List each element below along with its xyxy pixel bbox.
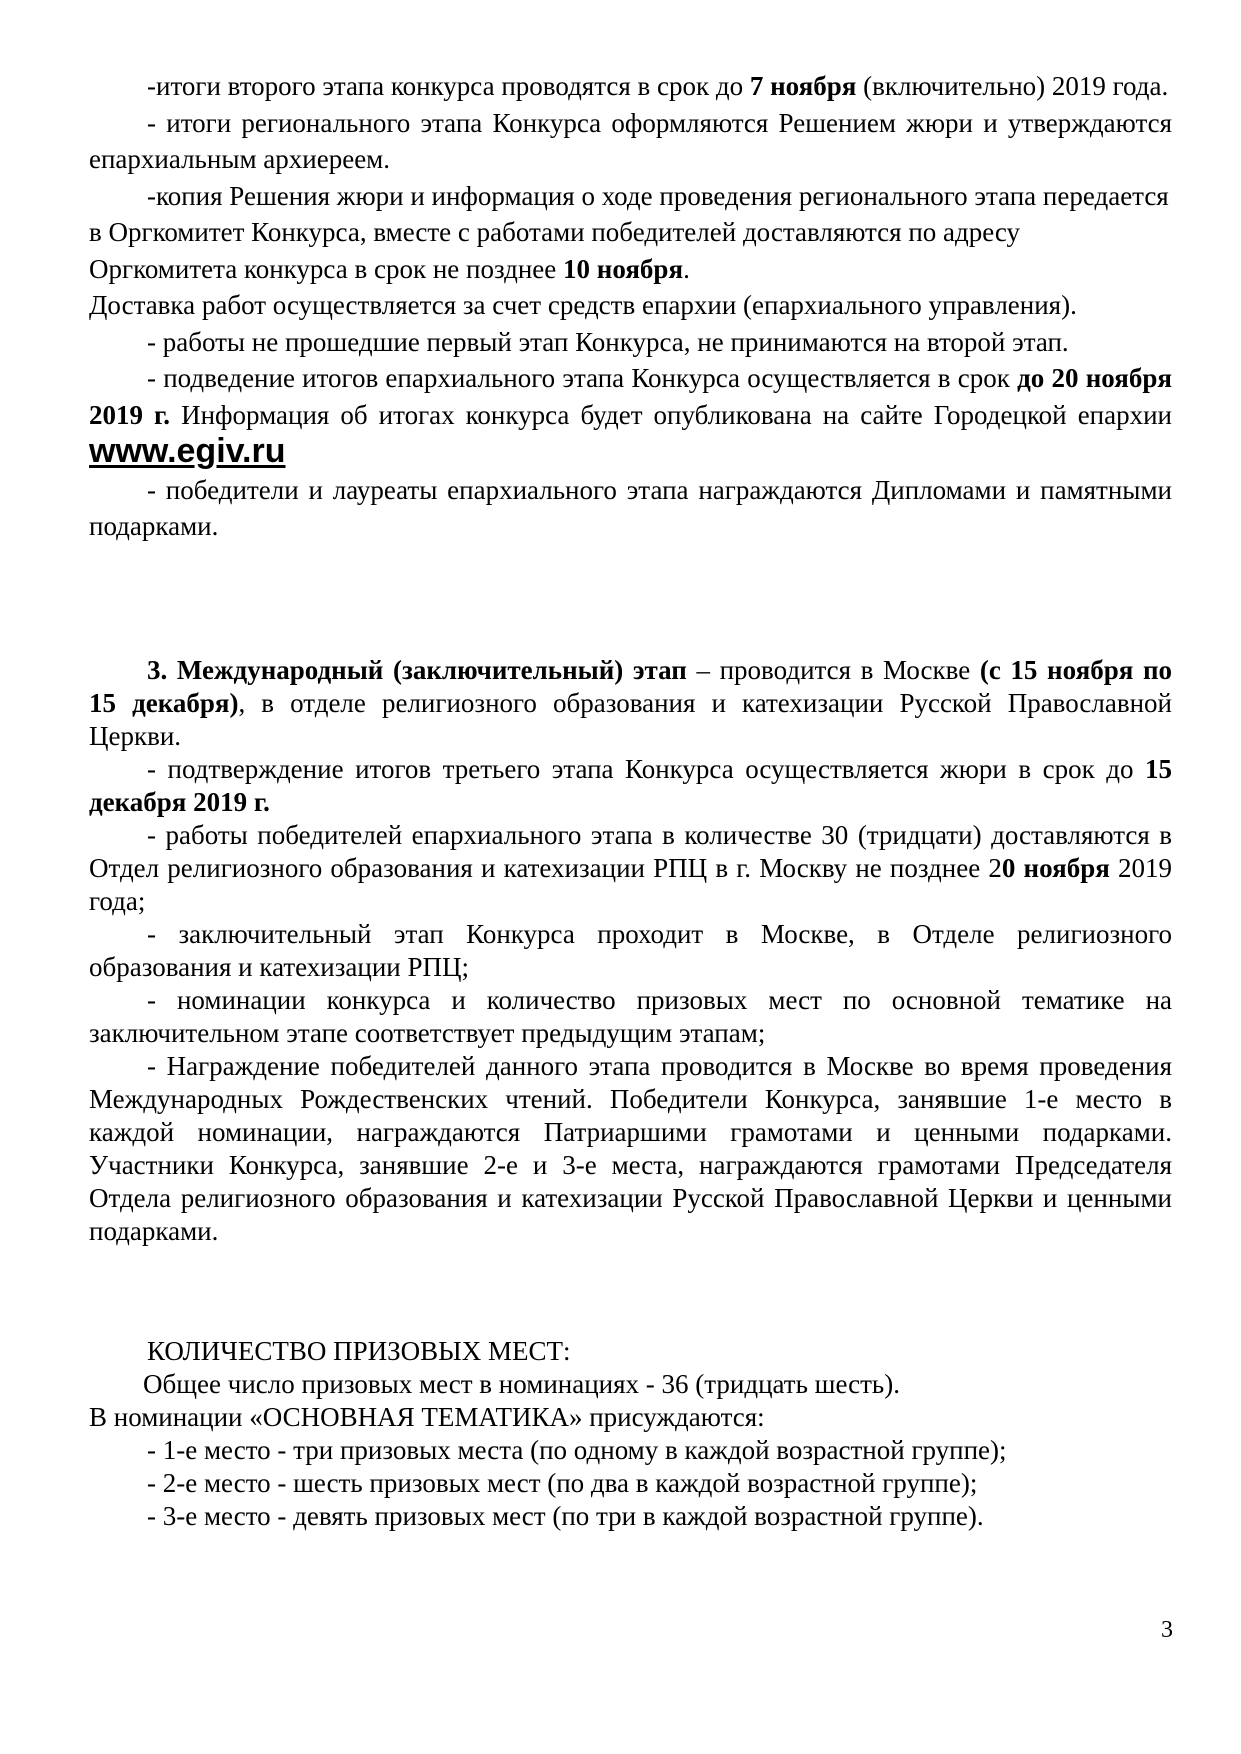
text-run: - работы победителей епархиального этапа в количестве 30 (тридцати) доставляются в Отдел религиозного образования и катехизации РПЦ в г. Москву не позднее 2 (89, 820, 1172, 883)
nomination-line: В номинации «ОСНОВНАЯ ТЕМАТИКА» присуждаются: (89, 1402, 765, 1432)
paragraph (89, 360, 1172, 472)
text-run: , в отделе религиозного образования и катехизации Русской Православной Церкви. (89, 688, 1173, 751)
text-run: – проводится в Москве (686, 655, 980, 685)
text-run: - Награждение победителей данного этапа проводится в Москве во время проведения Международных Рождественских чтений. Победители Конкурса, занявшие 1-е место в каждой номинации, награждаются Патриаршими грамотами и ценными подарками. Участники Конкурса, занявшие 2-е и 3-е места, награждаются грамотами Председателя Отдела религиозного образования и катехизации Русской Православной Церкви и ценными подарками. (89, 1051, 1172, 1246)
paragraph (89, 819, 1172, 918)
text-run: Информация об итогах конкурса будет опубликована на сайте Городецкой епархии (170, 399, 1173, 430)
text-run: - подведение итогов епархиального этапа Конкурса осуществляется в срок (147, 363, 1018, 393)
text-run: - работы не прошедшие первый этап Конкурса, не принимаются на второй этап. (147, 326, 1069, 357)
page-number: 3 (1161, 1617, 1173, 1643)
text-run: - итоги регионального этапа Конкурса оформляются Решением жюри и утверждаются епархиальным архиереем. (89, 107, 1172, 174)
prize-places-section (89, 1335, 1172, 1533)
text-run: (включительно) 2019 года. (856, 71, 1169, 101)
text-run: -копия Решения жюри и информация о ходе проведения регионального этапа передается в Оргкомитет Конкурса, вместе с работами победителей доставляются по адресу Оргкомитета конкурса в срок не позднее (89, 180, 1169, 284)
text-run: - номинации конкурса и количество призовых мест по основной тематике на заключительном этапе соответствует предыдущим этапам; (89, 985, 1172, 1048)
section-title: 3. Международный (заключительный) этап (147, 655, 687, 685)
paragraph (89, 287, 1172, 324)
prize-item: - 3-е место - девять призовых мест (по три в каждой возрастной группе). (147, 1501, 984, 1531)
paragraph (89, 68, 1172, 105)
paragraph (89, 1050, 1172, 1248)
paragraph (89, 324, 1172, 361)
paragraph (89, 178, 1172, 288)
text-run: - подтверждение итогов третьего этапа Конкурса осуществляется жюри в срок до (147, 754, 1145, 784)
bold-date: (с 15 ноября по 15 декабря) (89, 655, 1173, 718)
bold-date: 0 ноября (1001, 853, 1110, 883)
text-run: 2019 года; (89, 853, 1173, 916)
paragraph (89, 105, 1172, 178)
bold-date: 10 ноября (563, 253, 684, 284)
bold-date: 7 ноября (749, 71, 857, 101)
text-run: Доставка работ осуществляется за счет средств епархии (епархиального управления). (89, 290, 1077, 320)
bold-date: 15 декабря 2019 г. (89, 754, 1172, 817)
paragraph (89, 753, 1172, 819)
text-run: - заключительный этап Конкурса проходит в Москве, в Отделе религиозного образования и катехизации РПЦ; (89, 919, 1172, 982)
paragraph (89, 918, 1172, 984)
prize-item: - 1-е место - три призовых места (по одному в каждой возрастной группе); (147, 1435, 1007, 1465)
text-run: - победители и лауреаты епархиального этапа награждаются Дипломами и памятными подарками. (89, 474, 1172, 541)
paragraph (89, 984, 1172, 1050)
section-heading-paragraph (89, 654, 1172, 753)
text-run: . (683, 253, 690, 284)
regional-stage-section (89, 68, 1172, 545)
prize-item: - 2-е место - шесть призовых мест (по два в каждой возрастной группе); (147, 1468, 978, 1498)
bold-date: до 20 ноября 2019 г. (89, 363, 1172, 430)
international-stage-section (89, 654, 1172, 1248)
text-run: -итоги второго этапа конкурса проводятся в срок до (147, 71, 750, 101)
paragraph (89, 472, 1172, 545)
prizes-heading: КОЛИЧЕСТВО ПРИЗОВЫХ МЕСТ: (147, 1336, 571, 1366)
website-link[interactable]: www.egiv.ru (89, 432, 286, 470)
prizes-total: Общее число призовых мест в номинациях - 36 (тридцать шесть). (143, 1369, 900, 1399)
